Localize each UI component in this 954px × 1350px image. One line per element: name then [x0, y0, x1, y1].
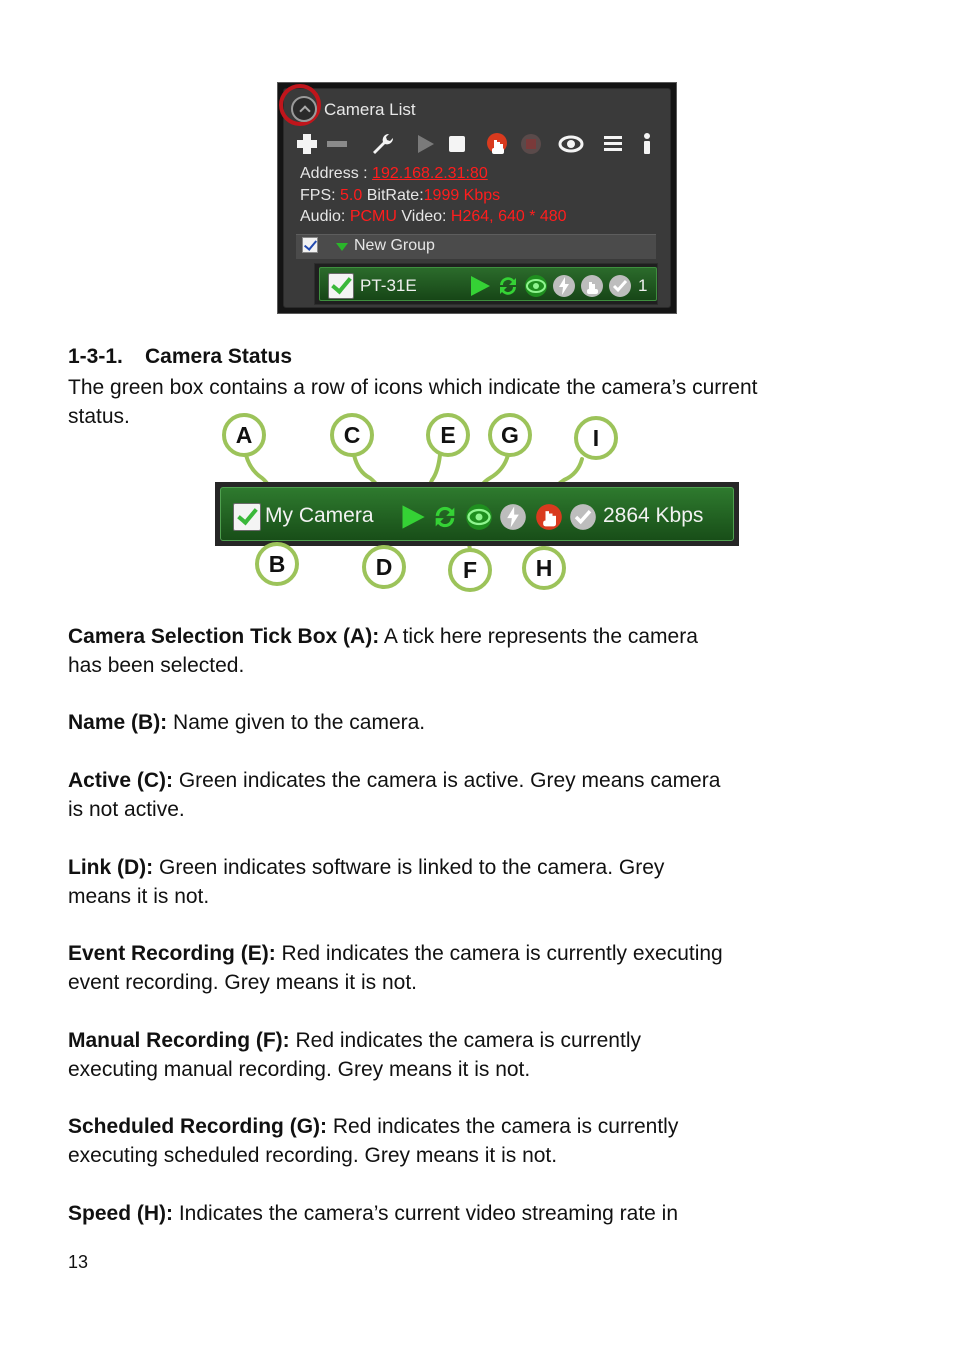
status-green-box	[220, 487, 734, 541]
definition-text-continued: executing manual recording. Grey means it is not.	[68, 1058, 531, 1081]
definition-scheduled-recording	[68, 1112, 678, 1170]
address-label: Address :	[300, 165, 368, 182]
definition-text-continued: is not active.	[68, 798, 185, 821]
camera-speed-truncated: 1	[638, 276, 648, 295]
callout-g: G	[488, 413, 532, 457]
callout-d: D	[362, 545, 406, 589]
definition-tickbox	[68, 622, 698, 680]
speed-value: 2864 Kbps	[603, 504, 704, 527]
definition-text: Name given to the camera.	[167, 711, 426, 734]
definition-text-continued: executing scheduled recording. Grey means it is not.	[68, 1144, 558, 1167]
fps-value: 5.0	[340, 187, 363, 204]
definition-text: Green indicates software is linked to the camera. Grey	[153, 856, 665, 879]
definition-term: Manual Recording (F):	[68, 1029, 290, 1052]
link-play-icon	[399, 503, 427, 531]
callout-c: C	[330, 413, 374, 457]
camera-list-title: Camera List	[324, 100, 416, 119]
camera-name: PT-31E	[360, 276, 417, 295]
callout-h: H	[522, 546, 566, 590]
definition-manual-recording	[68, 1026, 641, 1084]
callout-e: E	[426, 413, 470, 457]
intro-line-1: The green box contains a row of icons which indicate the camera’s current	[68, 376, 758, 399]
fps-label: FPS:	[300, 187, 336, 204]
audio-value: PCMU	[349, 208, 397, 225]
definition-term: Name (B):	[68, 711, 168, 734]
callout-a: A	[222, 413, 266, 457]
camera-selection-tickbox[interactable]	[233, 503, 261, 531]
definition-term: Scheduled Recording (G):	[68, 1115, 328, 1138]
address-value[interactable]: 192.168.2.31:80	[372, 165, 488, 182]
callout-f: F	[448, 548, 492, 592]
audio-label: Audio:	[300, 208, 346, 225]
video-label: Video:	[401, 208, 447, 225]
manual-record-icon	[535, 503, 563, 531]
callout-i: I	[574, 416, 618, 460]
definition-name	[68, 708, 425, 737]
definition-term: Link (D):	[68, 856, 154, 879]
definition-term: Speed (H):	[68, 1202, 173, 1225]
definition-text: Red indicates the camera is currently	[289, 1029, 641, 1052]
group-name: New Group	[354, 237, 435, 254]
video-value: H264, 640 * 480	[450, 208, 567, 225]
definition-text: A tick here represents the camera	[379, 625, 698, 648]
definition-text-continued: event recording. Grey means it is not.	[68, 971, 417, 994]
definition-text: Red indicates the camera is currently executing	[275, 942, 723, 965]
intro-line-2: status.	[68, 405, 130, 428]
event-record-icon	[499, 503, 527, 531]
definition-event-recording	[68, 939, 723, 997]
definition-text: Indicates the camera’s current video streaming rate in	[173, 1202, 679, 1225]
page-number: 13	[68, 1252, 89, 1272]
definition-link	[68, 853, 664, 911]
definition-term: Event Recording (E):	[68, 942, 276, 965]
bitrate-value: 1999 Kbps	[423, 187, 501, 204]
eye-status-icon	[465, 503, 493, 531]
status-camera-name: My Camera	[265, 504, 374, 527]
definition-text: Green indicates the camera is active. Grey means camera	[173, 769, 721, 792]
section-number: 1-3-1.	[68, 345, 123, 368]
callout-b: B	[255, 542, 299, 586]
definition-text-continued: means it is not.	[68, 885, 210, 908]
definition-term: Camera Selection Tick Box (A):	[68, 625, 380, 648]
bitrate-label: BitRate:	[366, 187, 424, 204]
definition-active	[68, 766, 720, 824]
definition-text-continued: has been selected.	[68, 654, 245, 677]
definition-term: Active (C):	[68, 769, 174, 792]
scheduled-record-icon	[569, 503, 597, 531]
section-title: Camera Status	[145, 345, 293, 368]
camera-status-bar	[215, 482, 739, 546]
definition-text: Red indicates the camera is currently	[327, 1115, 679, 1138]
active-sync-icon	[431, 503, 459, 531]
definition-speed	[68, 1199, 678, 1228]
